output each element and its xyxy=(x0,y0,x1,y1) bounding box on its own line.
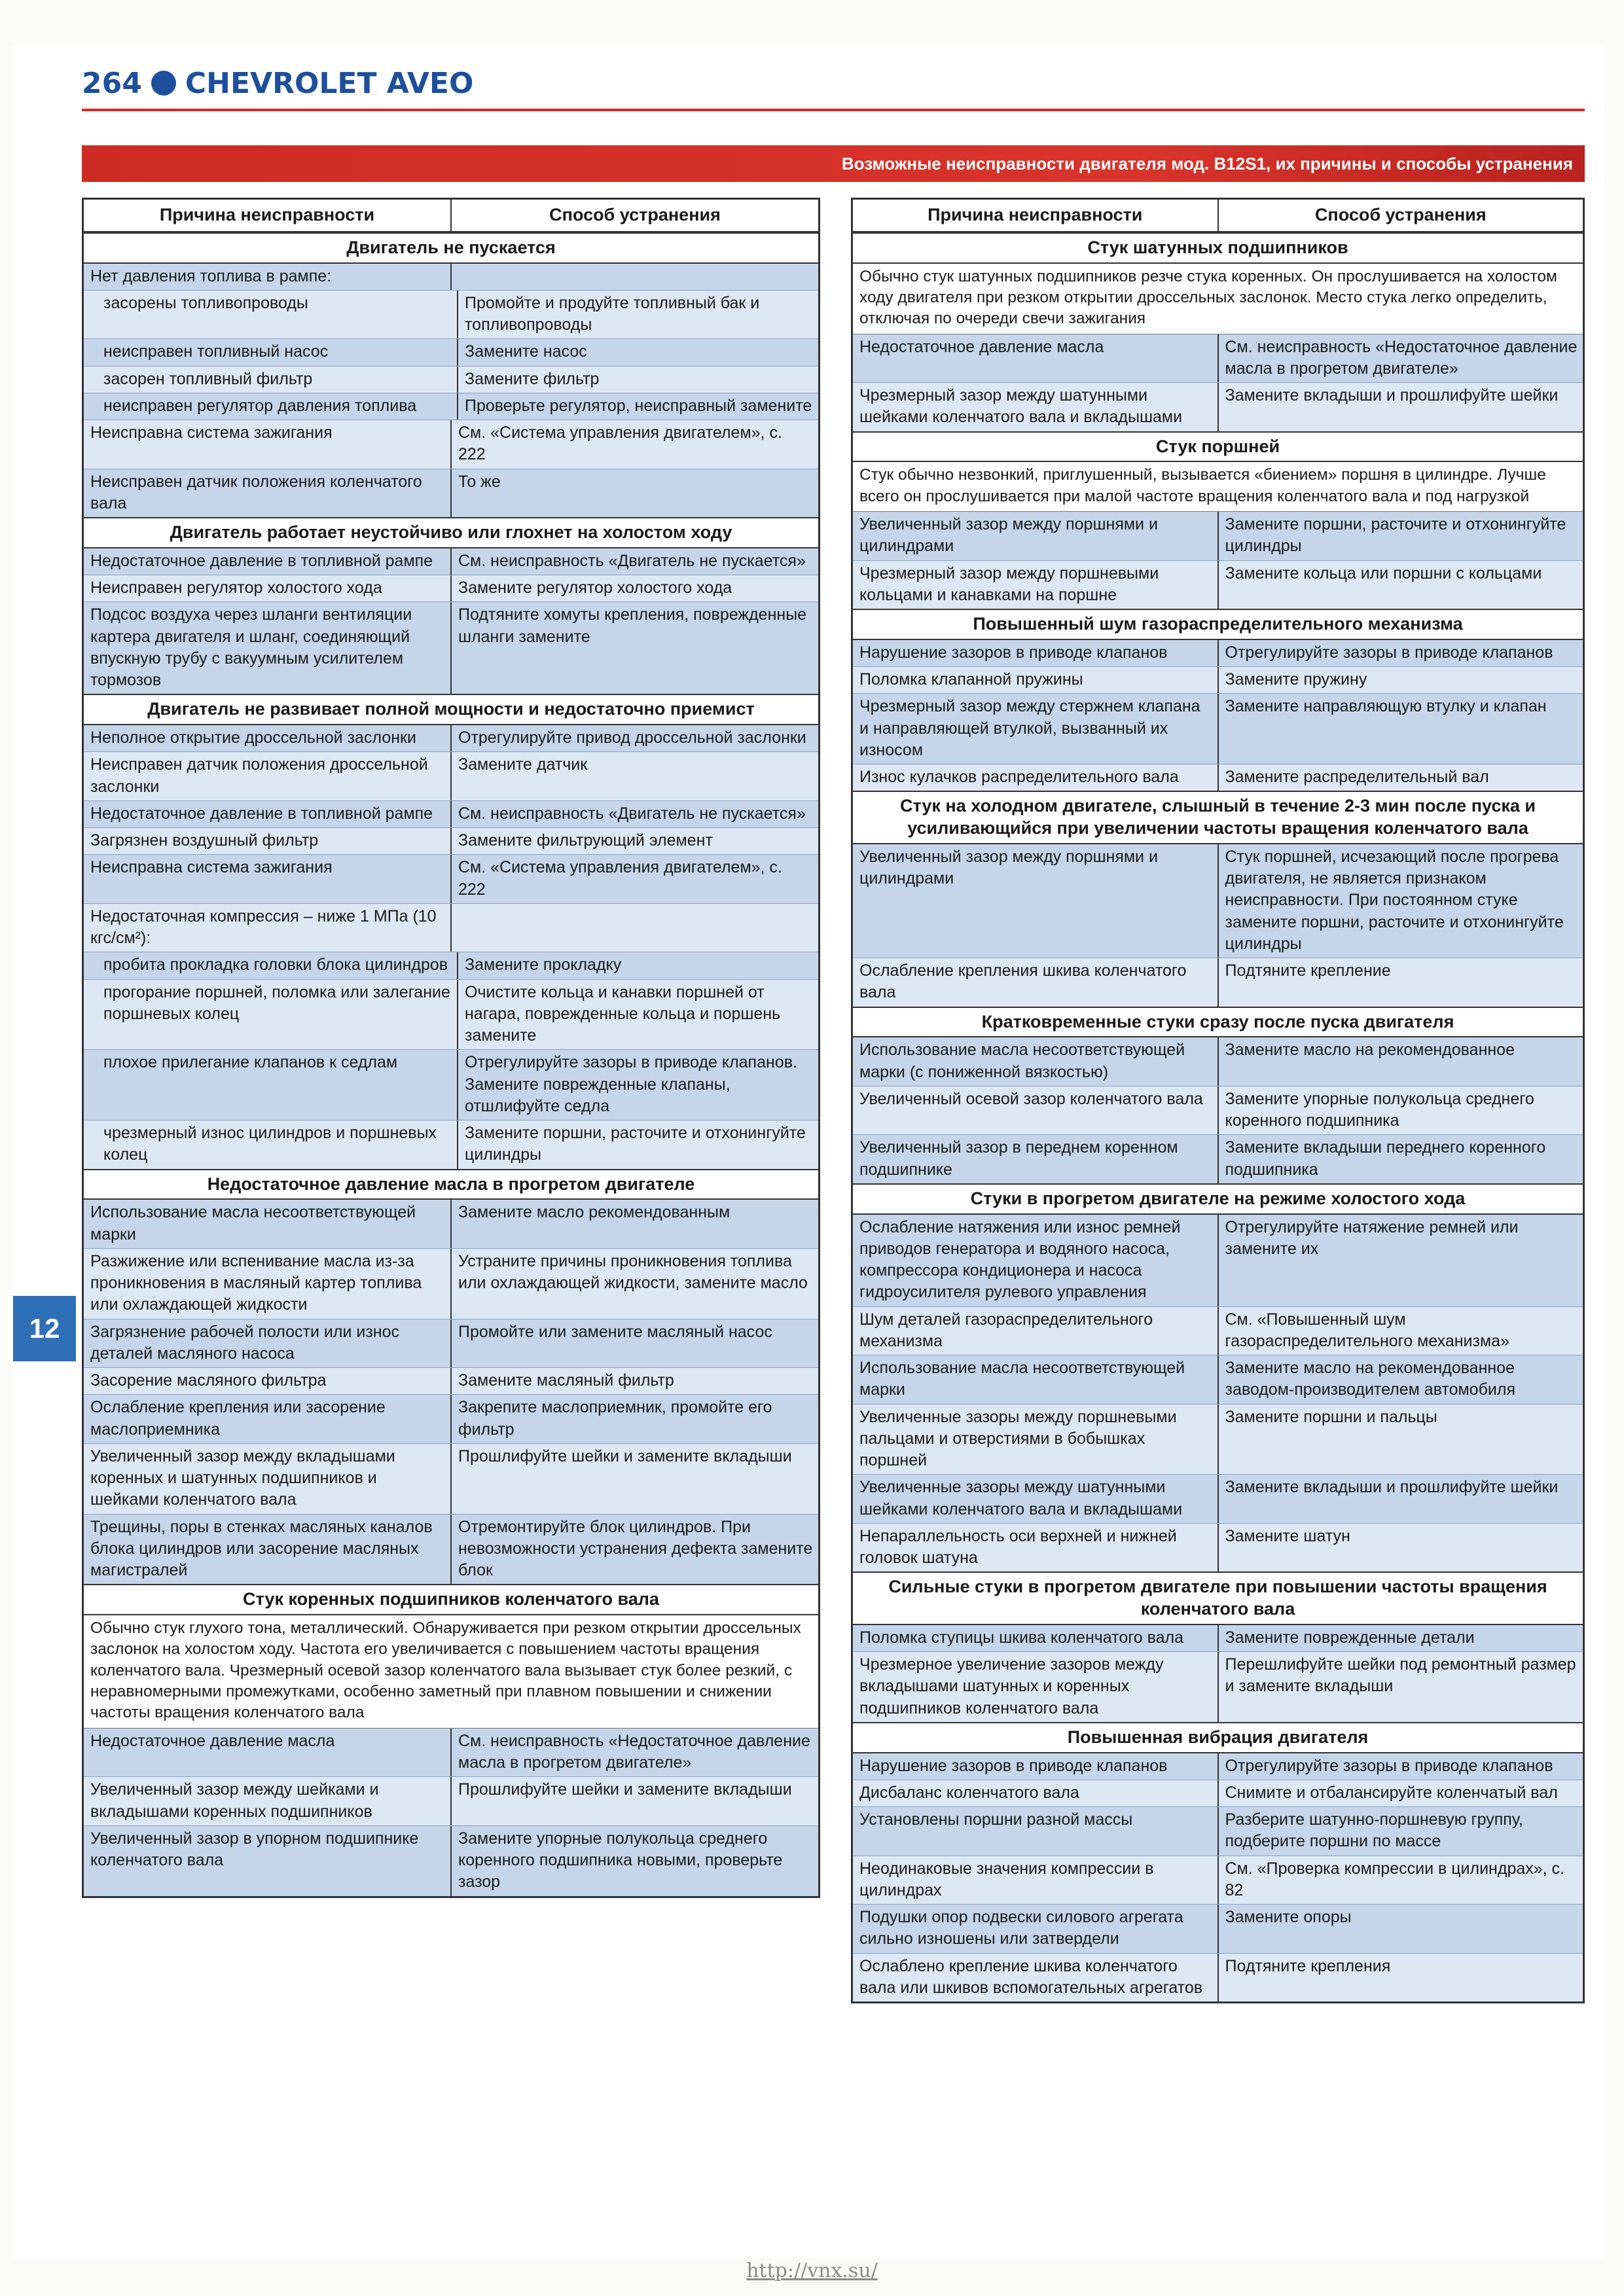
cause-cell: Нет давления топлива в рампе: xyxy=(84,264,452,290)
table-row xyxy=(84,469,818,518)
fault-section xyxy=(853,1007,1583,1183)
remedy-cell: Стук поршней, исчезающий после прогрева двигателя, не является признаком неисправности. При постоянном стуке замените поршни, расточите и отхонингуйте цилиндры xyxy=(1219,844,1583,958)
remedy-cell: Замените упорные полукольца среднего коренного подшипника xyxy=(1219,1086,1583,1135)
remedy-cell: Замените пружину xyxy=(1219,667,1583,693)
cause-cell: Чрезмерный зазор между поршневыми кольцами и канавками на поршне xyxy=(853,561,1219,609)
table-row xyxy=(853,383,1583,431)
header-rule xyxy=(82,109,1585,111)
remedy-cell: См. неисправность «Двигатель не пускается» xyxy=(452,548,818,575)
section-title: Двигатель не пускается xyxy=(84,234,818,264)
section-rows xyxy=(853,334,1583,431)
cause-cell: неисправен регулятор давления топлива xyxy=(84,393,458,420)
cause-cell: Нарушение зазоров в приводе клапанов xyxy=(853,640,1219,666)
remedy-cell: То же xyxy=(452,469,818,518)
section-rows xyxy=(853,1753,1583,2002)
remedy-cell: Отрегулируйте зазоры в приводе клапанов. Замените поврежденные клапаны, отшлифуйте седла xyxy=(458,1050,818,1120)
section-title: Повышенный шум газораспределительного механизма xyxy=(853,610,1583,640)
remedy-cell: Подтяните крепления xyxy=(1219,1954,1583,2002)
remedy-cell: Отремонтируйте блок цилиндров. При невозможности устранения дефекта замените блок xyxy=(452,1515,818,1585)
table-row xyxy=(853,958,1583,1007)
section-title: Стуки в прогретом двигателе на режиме холостого хода xyxy=(853,1185,1583,1215)
section-rows xyxy=(853,1215,1583,1572)
cause-cell: Износ кулачков распределительного вала xyxy=(853,764,1219,791)
section-rows xyxy=(853,1037,1583,1183)
cause-cell: Чрезмерный зазор между стержнем клапана и направляющей втулкой, вызванный их износом xyxy=(853,694,1219,764)
remedy-cell xyxy=(452,264,818,290)
cause-cell: Увеличенный зазор между поршнями и цилиндрами xyxy=(853,512,1219,560)
table-row xyxy=(84,801,818,828)
remedy-cell: Замените кольца или поршни с кольцами xyxy=(1219,561,1583,609)
fault-section xyxy=(84,517,818,694)
table-row xyxy=(853,1954,1583,2002)
section-title: Недостаточное давление масла в прогретом двигателе xyxy=(84,1170,818,1200)
cause-cell: Неисправен датчик положения коленчатого вала xyxy=(84,469,452,518)
remedy-cell: См. «Система управления двигателем», с. 222 xyxy=(452,420,818,469)
table-row xyxy=(853,844,1583,958)
table-row xyxy=(84,952,818,979)
table-row xyxy=(84,575,818,602)
page-number: 264 xyxy=(82,66,142,100)
remedy-cell: См. «Повышенный шум газораспределительного механизма» xyxy=(1219,1307,1583,1355)
fault-section xyxy=(853,1183,1583,1572)
remedy-cell: См. неисправность «Недостаточное давление масла в прогретом двигателе» xyxy=(1219,334,1583,383)
book-title: CHEVROLET AVEO xyxy=(185,66,474,100)
remedy-cell: Отрегулируйте привод дроссельной заслонки xyxy=(452,725,818,751)
cause-cell: засорен топливный фильтр xyxy=(84,367,458,393)
section-rows xyxy=(853,512,1583,609)
cause-cell: Подсос воздуха через шланги вентиляции картера двигателя и шланг, соединяющий впускную трубу с вакуумным усилителем тормозов xyxy=(84,602,452,694)
cause-cell: Поломка ступицы шкива коленчатого вала xyxy=(853,1625,1219,1651)
cause-cell: Увеличенный осевой зазор коленчатого вала xyxy=(853,1086,1219,1135)
table-row xyxy=(853,1215,1583,1307)
section-rows xyxy=(853,640,1583,791)
section-title: Стук на холодном двигателе, слышный в течение 2-3 мин после пуска и усиливающийся при увеличении частоты вращения коленчатого вала xyxy=(853,792,1583,844)
remedy-cell: Замените поврежденные детали xyxy=(1219,1625,1583,1651)
right-header-cause: Причина неисправности xyxy=(853,200,1219,231)
fault-section xyxy=(84,694,818,1168)
cause-cell: Недостаточное давление масла xyxy=(84,1729,452,1777)
remedy-cell: См. неисправность «Недостаточное давление масла в прогретом двигателе» xyxy=(452,1729,818,1777)
cause-cell: Подушки опор подвески силового агрегата сильно изношены или затвердели xyxy=(853,1905,1219,1953)
table-row xyxy=(84,264,818,291)
remedy-cell: Подтяните крепление xyxy=(1219,958,1583,1007)
cause-cell: Использование масла несоответствующей марки xyxy=(853,1355,1219,1404)
remedy-cell: Замените поршни и пальцы xyxy=(1219,1405,1583,1475)
remedy-cell: Промойте и продуйте топливный бак и топливопроводы xyxy=(458,291,818,339)
remedy-cell: Замените направляющую втулку и клапан xyxy=(1219,694,1583,764)
fault-section xyxy=(853,431,1583,609)
cause-cell: Неисправен датчик положения дроссельной заслонки xyxy=(84,752,452,800)
remedy-cell: См. «Проверка компрессии в цилиндрах», с. 82 xyxy=(1219,1856,1583,1905)
left-header-cause: Причина неисправности xyxy=(84,200,452,231)
remedy-cell xyxy=(452,904,818,952)
remedy-cell: Проверьте регулятор, неисправный замените xyxy=(458,393,818,420)
table-row xyxy=(84,602,818,694)
table-row xyxy=(853,1652,1583,1722)
cause-cell: Чрезмерное увеличение зазоров между вкладышами шатунных и коренных подшипников коленчатого вала xyxy=(853,1652,1219,1722)
table-row xyxy=(853,640,1583,667)
table-row xyxy=(853,694,1583,764)
cause-cell: Неисправен регулятор холостого хода xyxy=(84,575,452,601)
cause-cell: Недостаточное давление масла xyxy=(853,334,1219,383)
table-row xyxy=(84,420,818,469)
remedy-cell: Перешлифуйте шейки под ремонтный размер и замените вкладыши xyxy=(1219,1652,1583,1722)
section-rows xyxy=(84,725,818,1169)
cause-cell: Разжижение или вспенивание масла из-за проникновения в масляный картер топлива или охлаждающей жидкости xyxy=(84,1249,452,1319)
left-column-table xyxy=(82,198,820,1898)
fault-section xyxy=(84,1169,818,1585)
cause-cell: Неодинаковые значения компрессии в цилиндрах xyxy=(853,1856,1219,1905)
cause-cell: Увеличенный зазор в переднем коренном подшипнике xyxy=(853,1135,1219,1183)
remedy-cell: Замените датчик xyxy=(452,752,818,800)
table-row xyxy=(84,855,818,904)
remedy-cell: Отрегулируйте натяжение ремней или замените их xyxy=(1219,1215,1583,1306)
cause-cell: Непараллельность оси верхней и нижней головок шатуна xyxy=(853,1524,1219,1572)
remedy-cell: Замените масляный фильтр xyxy=(452,1368,818,1394)
remedy-cell: Замените масло на рекомендованное заводом-производителем автомобиля xyxy=(1219,1355,1583,1404)
remedy-cell: Замените регулятор холостого хода xyxy=(452,575,818,601)
remedy-cell: Очистите кольца и канавки поршней от нагара, поврежденные кольца и поршень замените xyxy=(458,980,818,1050)
cause-cell: неисправен топливный насос xyxy=(84,339,458,365)
section-title: Стук коренных подшипников коленчатого вала xyxy=(84,1585,818,1615)
cause-cell: Недостаточное давление в топливной рампе xyxy=(84,548,452,575)
cause-cell: Недостаточная компрессия – ниже 1 МПа (10 кгс/см²): xyxy=(84,904,452,952)
table-row xyxy=(84,980,818,1050)
remedy-cell: Разберите шатунно-поршневую группу, подберите поршни по массе xyxy=(1219,1807,1583,1856)
table-row xyxy=(84,291,818,340)
fault-section xyxy=(853,609,1583,791)
cause-cell: Увеличенные зазоры между поршневыми пальцами и отверстиями в бобышках поршней xyxy=(853,1405,1219,1475)
section-rows xyxy=(853,1625,1583,1722)
table-row xyxy=(853,1856,1583,1905)
table-row xyxy=(853,1905,1583,1954)
table-row xyxy=(84,1777,818,1826)
fault-section xyxy=(853,232,1583,431)
remedy-cell: Замените фильтр xyxy=(458,367,818,393)
remedy-cell: Прошлифуйте шейки и замените вкладыши xyxy=(452,1444,818,1514)
cause-cell: Неполное открытие дроссельной заслонки xyxy=(84,725,452,751)
table-row xyxy=(84,752,818,801)
table-row xyxy=(853,1405,1583,1475)
cause-cell: Увеличенный зазор между шейками и вкладышами коренных подшипников xyxy=(84,1777,452,1825)
table-row xyxy=(853,1625,1583,1652)
section-title: Сильные стуки в прогретом двигателе при повышении частоты вращения коленчатого вала xyxy=(853,1573,1583,1625)
table-row xyxy=(84,1444,818,1515)
cause-cell: Ослабление крепления шкива коленчатого вала xyxy=(853,958,1219,1007)
table-row xyxy=(84,1249,818,1319)
table-row xyxy=(853,1086,1583,1136)
remedy-cell: Замените поршни, расточите и отхонингуйте цилиндры xyxy=(1219,512,1583,560)
section-note: Обычно стук глухого тона, металлический. Обнаруживается при резком открытии дроссельных заслонок на холостом ходу. Частота его увеличивается с повышением частоты вращения коленчатого вала. Чрезмерный осевой зазор коленчатого вала вызывает стук более резкий, с неравномерными промежутками, особенно заметный при плавном повышении и снижении частоты вращения коленчатого вала xyxy=(84,1615,818,1729)
cause-cell: Увеличенные зазоры между шатунными шейками коленчатого вала и вкладышами xyxy=(853,1475,1219,1523)
cause-cell: Увеличенный зазор между поршнями и цилиндрами xyxy=(853,844,1219,958)
section-title: Стук шатунных подшипников xyxy=(853,234,1583,264)
table-row xyxy=(84,1368,818,1395)
remedy-cell: Замените масло рекомендованным xyxy=(452,1200,818,1248)
cause-cell: чрезмерный износ цилиндров и поршневых колец xyxy=(84,1121,458,1169)
remedy-cell: Замените вкладыши переднего коренного подшипника xyxy=(1219,1135,1583,1183)
table-row xyxy=(84,548,818,575)
cause-cell: Увеличенный зазор в упорном подшипнике коленчатого вала xyxy=(84,1826,452,1896)
cause-cell: пробита прокладка головки блока цилиндров xyxy=(84,952,458,978)
table-row xyxy=(84,725,818,752)
fault-section xyxy=(853,791,1583,1006)
remedy-cell: Замените прокладку xyxy=(458,952,818,978)
right-header-remedy: Способ устранения xyxy=(1314,205,1487,224)
remedy-cell: Прошлифуйте шейки и замените вкладыши xyxy=(452,1777,818,1825)
section-rows xyxy=(853,844,1583,1007)
table-row xyxy=(84,367,818,393)
remedy-cell: Подтяните хомуты крепления, поврежденные шланги замените xyxy=(452,602,818,694)
section-note: Стук обычно незвонкий, приглушенный, вызывается «биением» поршня в цилиндре. Лучше всего он прослушивается при малой частоте вращения коленчатого вала и под нагрузкой xyxy=(853,462,1583,512)
cause-cell: плохое прилегание клапанов к седлам xyxy=(84,1050,458,1120)
remedy-cell: Отрегулируйте зазоры в приводе клапанов xyxy=(1219,1753,1583,1780)
remedy-cell: См. «Система управления двигателем», с. 222 xyxy=(452,855,818,903)
table-row xyxy=(853,1355,1583,1405)
remedy-cell: См. неисправность «Двигатель не пускается» xyxy=(452,801,818,827)
cause-cell: Увеличенный зазор между вкладышами коренных и шатунных подшипников и шейками коленчатого вала xyxy=(84,1444,452,1514)
table-row xyxy=(853,764,1583,791)
remedy-cell: Замените опоры xyxy=(1219,1905,1583,1953)
cause-cell: засорены топливопроводы xyxy=(84,291,458,339)
remedy-cell: Отрегулируйте зазоры в приводе клапанов xyxy=(1219,640,1583,666)
section-title: Двигатель не развивает полной мощности и недостаточно приемист xyxy=(84,695,818,725)
table-row xyxy=(853,1780,1583,1807)
fault-section xyxy=(84,1584,818,1895)
right-column-header xyxy=(853,200,1583,232)
cause-cell: Использование масла несоответствующей марки (с пониженной вязкостью) xyxy=(853,1037,1219,1086)
cause-cell: Поломка клапанной пружины xyxy=(853,667,1219,693)
cause-cell: Шум деталей газораспределительного механизма xyxy=(853,1307,1219,1355)
cause-cell: Установлены поршни разной массы xyxy=(853,1807,1219,1856)
cause-cell: Использование масла несоответствующей марки xyxy=(84,1200,452,1248)
section-title: Кратковременные стуки сразу после пуска двигателя xyxy=(853,1008,1583,1038)
cause-cell: Загрязнение рабочей полости или износ деталей масляного насоса xyxy=(84,1319,452,1368)
remedy-cell: Замените вкладыши и прошлифуйте шейки xyxy=(1219,1475,1583,1523)
table-row xyxy=(853,561,1583,609)
table-row xyxy=(84,393,818,420)
fault-section xyxy=(84,232,818,517)
section-banner: Возможные неисправности двигателя мод. B12S1, их причины и способы устранения xyxy=(82,145,1585,182)
table-row xyxy=(84,904,818,953)
table-row xyxy=(853,1475,1583,1524)
cause-cell: Трещины, поры в стенках масляных каналов блока цилиндров или засорение масляных магистралей xyxy=(84,1515,452,1585)
left-header-remedy: Способ устранения xyxy=(549,205,721,224)
cause-cell: Недостаточное давление в топливной рампе xyxy=(84,801,452,827)
cause-cell: Неисправна система зажигания xyxy=(84,855,452,903)
table-row xyxy=(84,1729,818,1778)
remedy-cell: Замените насос xyxy=(458,339,818,365)
bullet-dot-icon xyxy=(151,71,176,96)
remedy-cell: Замените поршни, расточите и отхонингуйте цилиндры xyxy=(458,1121,818,1169)
fault-section xyxy=(853,1571,1583,1722)
cause-cell: Дисбаланс коленчатого вала xyxy=(853,1780,1219,1806)
table-row xyxy=(853,1135,1583,1183)
cause-cell: Нарушение зазоров в приводе клапанов xyxy=(853,1753,1219,1780)
table-row xyxy=(84,339,818,366)
table-row xyxy=(853,512,1583,561)
remedy-cell: Замените распределительный вал xyxy=(1219,764,1583,791)
remedy-cell: Промойте или замените масляный насос xyxy=(452,1319,818,1368)
table-row xyxy=(853,1037,1583,1086)
remedy-cell: Замените фильтрующий элемент xyxy=(452,828,818,854)
fault-section xyxy=(853,1722,1583,2001)
remedy-cell: Замените масло на рекомендованное xyxy=(1219,1037,1583,1086)
section-rows xyxy=(84,548,818,694)
remedy-cell: Замените шатун xyxy=(1219,1524,1583,1572)
table-row xyxy=(853,1807,1583,1856)
table-row xyxy=(853,1753,1583,1780)
table-row xyxy=(84,1319,818,1369)
cause-cell: прогорание поршней, поломка или залегание поршневых колец xyxy=(84,980,458,1050)
section-rows xyxy=(84,1729,818,1896)
cause-cell: Ослабление крепления или засорение маслоприемника xyxy=(84,1395,452,1443)
cause-cell: Чрезмерный зазор между шатунными шейками коленчатого вала и вкладышами xyxy=(853,383,1219,431)
table-row xyxy=(84,1050,818,1121)
remedy-cell: Замените упорные полукольца среднего коренного подшипника новыми, проверьте зазор xyxy=(452,1826,818,1896)
table-row xyxy=(84,1121,818,1169)
page-header xyxy=(82,60,473,106)
table-row xyxy=(853,334,1583,384)
table-row xyxy=(84,828,818,855)
section-rows xyxy=(84,1200,818,1584)
section-title: Повышенная вибрация двигателя xyxy=(853,1723,1583,1753)
remedy-cell: Закрепите маслоприемник, промойте его фильтр xyxy=(452,1395,818,1443)
table-row xyxy=(84,1515,818,1585)
left-column-header xyxy=(84,200,818,232)
cause-cell: Ослаблено крепление шкива коленчатого вала или шкивов вспомогательных агрегатов xyxy=(853,1954,1219,2002)
remedy-cell: Устраните причины проникновения топлива или охлаждающей жидкости, замените масло xyxy=(452,1249,818,1319)
section-note: Обычно стук шатунных подшипников резче стука коренных. Он прослушивается на холостом ходу двигателя при резком открытии дроссельных заслонок. Место стука легко определить, отключая по очереди свечи зажигания xyxy=(853,264,1583,334)
section-title: Двигатель работает неустойчиво или глохнет на холостом ходу xyxy=(84,518,818,548)
table-row xyxy=(84,1395,818,1444)
section-rows xyxy=(84,264,818,518)
cause-cell: Ослабление натяжения или износ ремней приводов генератора и водяного насоса, компрессора кондиционера и насоса гидроусилителя рулевого управления xyxy=(853,1215,1219,1306)
cause-cell: Загрязнен воздушный фильтр xyxy=(84,828,452,854)
table-row xyxy=(84,1200,818,1249)
table-row xyxy=(84,1826,818,1896)
footer-link[interactable]: http://vnx.su/ xyxy=(746,2259,878,2282)
cause-cell: Неисправна система зажигания xyxy=(84,420,452,469)
right-column-table xyxy=(851,198,1585,2003)
remedy-cell: Замените вкладыши и прошлифуйте шейки xyxy=(1219,383,1583,431)
cause-cell: Засорение масляного фильтра xyxy=(84,1368,452,1394)
table-row xyxy=(853,667,1583,694)
remedy-cell: Снимите и отбалансируйте коленчатый вал xyxy=(1219,1780,1583,1806)
table-row xyxy=(853,1524,1583,1572)
table-row xyxy=(853,1307,1583,1356)
section-title: Стук поршней xyxy=(853,433,1583,463)
chapter-tab: 12 xyxy=(13,1296,76,1361)
